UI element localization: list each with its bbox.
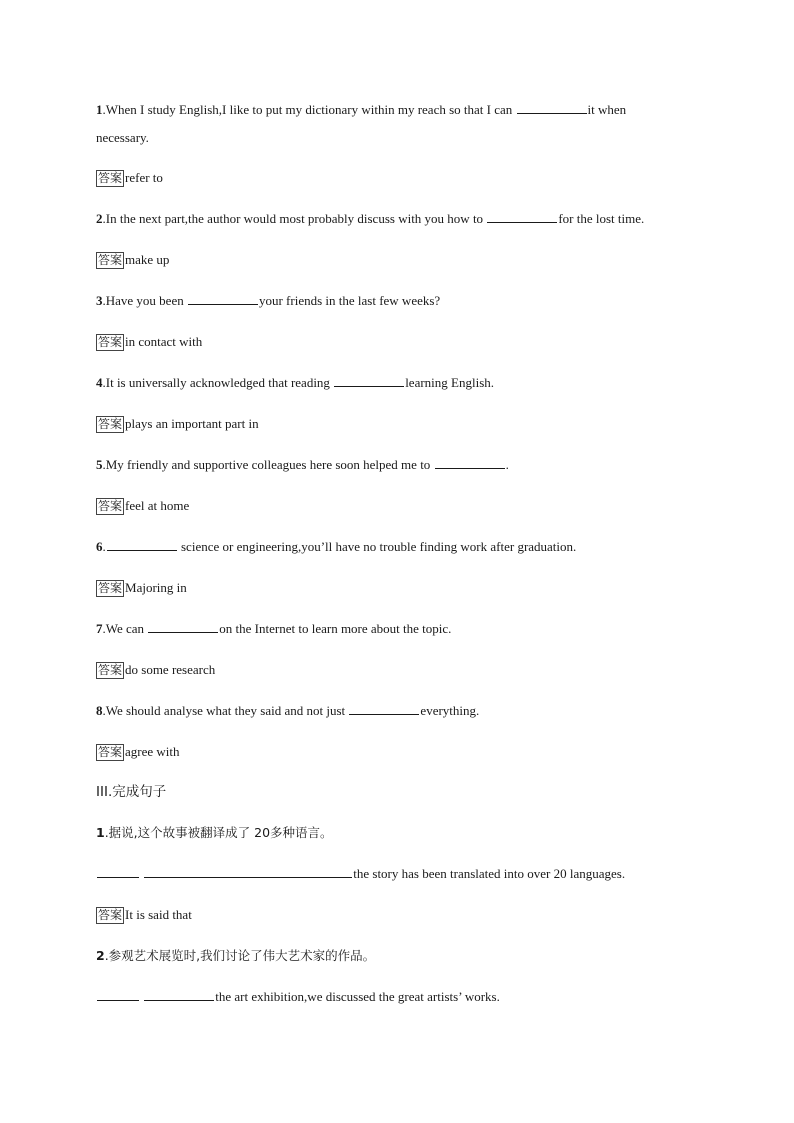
question-number: 6 — [96, 539, 103, 554]
question-text: .We can — [102, 621, 148, 636]
answer-text: do some research — [125, 662, 216, 677]
question-2 — [96, 210, 644, 228]
question-number: 2 — [96, 948, 105, 963]
answer-row-6 — [96, 579, 187, 597]
answer-blank[interactable] — [148, 620, 218, 633]
question-3 — [96, 292, 440, 310]
question-1 — [96, 101, 626, 119]
question-5 — [96, 456, 509, 474]
answer-text: feel at home — [125, 498, 190, 513]
question-text-after: everything. — [420, 703, 480, 718]
answer-text: make up — [125, 252, 170, 267]
answer-blank[interactable] — [334, 374, 404, 387]
chinese-prompt: .参观艺术展览时,我们讨论了伟大艺术家的作品。 — [104, 948, 376, 963]
question-text-after: learning English. — [405, 375, 495, 390]
chinese-prompt: .据说,这个故事被翻译成了 20多种语言。 — [104, 825, 333, 840]
sentence-text: the story has been translated into over 20 languages. — [353, 866, 626, 881]
answer-tag: 答案 — [98, 335, 123, 349]
question-6 — [96, 538, 576, 556]
answer-blank[interactable] — [517, 101, 587, 114]
question-1-continuation: necessary. — [96, 130, 149, 145]
answer-row-4 — [96, 415, 259, 433]
question-number: 1 — [96, 825, 105, 840]
question-text: .Have you been — [102, 293, 187, 308]
question-text-after: your friends in the last few weeks? — [258, 293, 441, 308]
question-text-after: science or engineering,you’ll have no trouble finding work after graduation. — [177, 539, 577, 554]
answer-tag: 答案 — [98, 417, 123, 431]
question-text: . — [102, 539, 106, 554]
question-7 — [96, 620, 451, 638]
question-number: 7 — [96, 621, 103, 636]
answer-row-8 — [96, 743, 180, 761]
answer-tag: 答案 — [98, 745, 123, 759]
question-4 — [96, 374, 494, 392]
answer-text: agree with — [125, 744, 180, 759]
answer-blank[interactable] — [349, 702, 419, 715]
answer-tag: 答案 — [98, 581, 123, 595]
answer-blank[interactable] — [97, 988, 139, 1001]
sentence-2-prompt — [96, 947, 375, 965]
answer-text: refer to — [125, 170, 163, 185]
question-number: 3 — [96, 293, 103, 308]
question-text: .It is universally acknowledged that reading — [102, 375, 334, 390]
question-number: 5 — [96, 457, 103, 472]
answer-text: It is said that — [125, 907, 192, 922]
answer-row-7 — [96, 661, 215, 679]
answer-text: Majoring in — [125, 580, 187, 595]
question-text: .In the next part,the author would most probably discuss with you how to — [102, 211, 487, 226]
answer-text: in contact with — [125, 334, 203, 349]
answer-blank[interactable] — [188, 292, 258, 305]
sentence-2-fill — [96, 988, 500, 1006]
section-title: III.完成句子 — [96, 784, 167, 800]
question-text-after: for the lost time. — [558, 211, 645, 226]
question-number: 4 — [96, 375, 103, 390]
answer-blank[interactable] — [487, 210, 557, 223]
answer-blank[interactable] — [144, 865, 352, 878]
answer-row-2 — [96, 251, 169, 269]
question-number: 2 — [96, 211, 103, 226]
sentence-text: the art exhibition,we discussed the great artists’ works. — [215, 989, 500, 1004]
answer-row-iii-1 — [96, 906, 192, 924]
question-number: 1 — [96, 102, 103, 117]
answer-row-3 — [96, 333, 202, 351]
question-8 — [96, 702, 479, 720]
question-text-after: it when — [587, 102, 627, 117]
question-text-after: . — [505, 457, 509, 472]
answer-blank[interactable] — [144, 988, 214, 1001]
question-text: .My friendly and supportive colleagues here soon helped me to — [102, 457, 434, 472]
answer-blank[interactable] — [435, 456, 505, 469]
answer-tag: 答案 — [98, 908, 123, 922]
answer-row-5 — [96, 497, 189, 515]
answer-row-1 — [96, 169, 163, 187]
question-text: .When I study English,I like to put my dictionary within my reach so that I can — [102, 102, 516, 117]
sentence-1-prompt — [96, 824, 333, 842]
sentence-1-fill — [96, 865, 625, 883]
answer-text: plays an important part in — [125, 416, 259, 431]
answer-tag: 答案 — [98, 171, 123, 185]
answer-tag: 答案 — [98, 253, 123, 267]
answer-blank[interactable] — [107, 538, 177, 551]
question-number: 8 — [96, 703, 103, 718]
question-text: .We should analyse what they said and not just — [102, 703, 349, 718]
answer-tag: 答案 — [98, 499, 123, 513]
answer-blank[interactable] — [97, 865, 139, 878]
question-text-after: on the Internet to learn more about the topic. — [219, 621, 452, 636]
answer-tag: 答案 — [98, 663, 123, 677]
